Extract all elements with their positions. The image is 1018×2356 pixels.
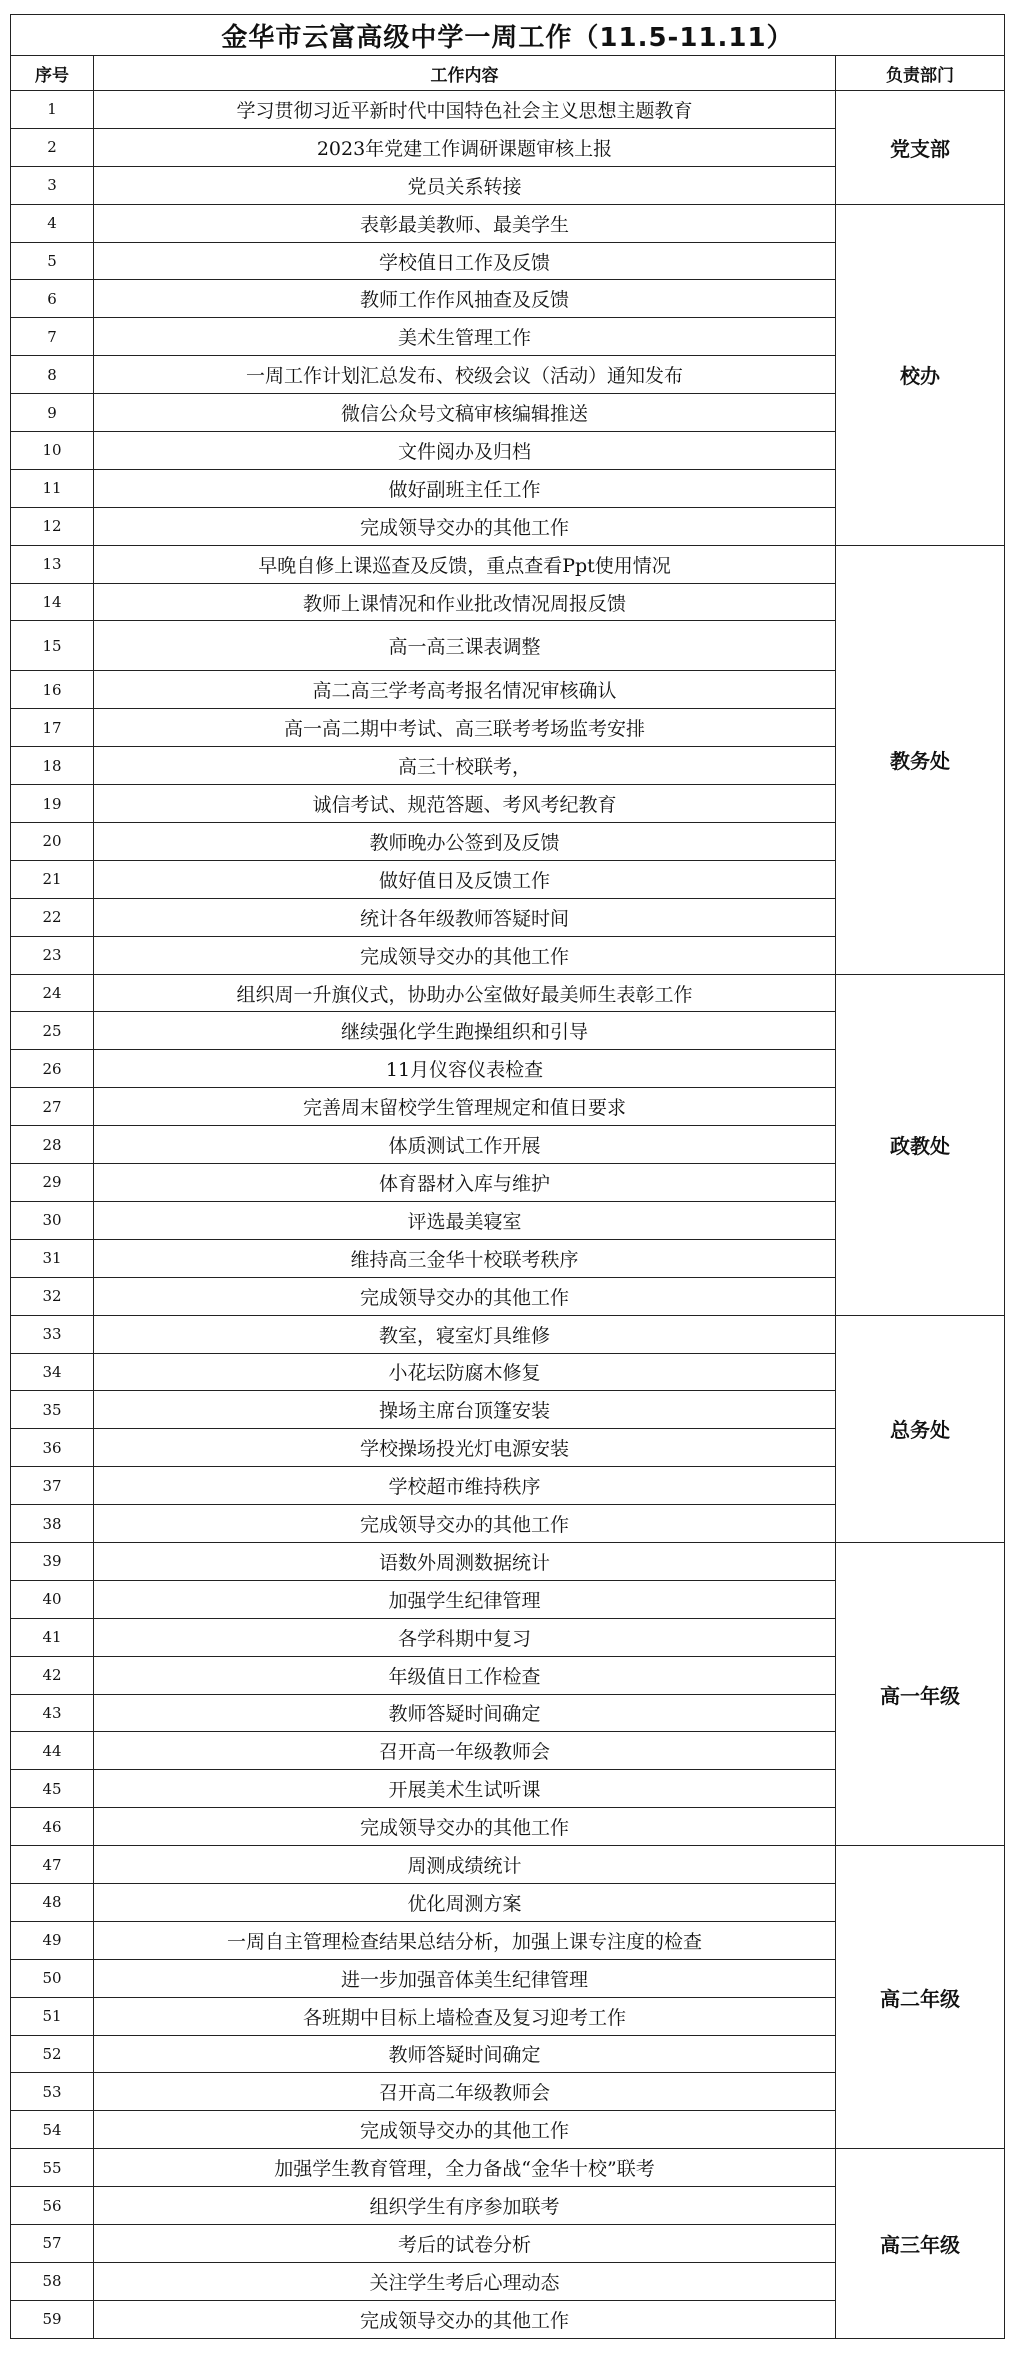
work-content: 11月仪容仪表检查 — [94, 1050, 836, 1088]
work-content: 完善周末留校学生管理规定和值日要求 — [94, 1088, 836, 1126]
row-number: 54 — [11, 2111, 94, 2149]
work-content: 关注学生考后心理动态 — [94, 2262, 836, 2300]
work-content: 完成领导交办的其他工作 — [94, 936, 836, 974]
weekly-work-table — [10, 14, 1005, 2339]
work-content: 教师答疑时间确定 — [94, 2035, 836, 2073]
work-content: 组织学生有序参加联考 — [94, 2187, 836, 2225]
table-row — [11, 1542, 1005, 1580]
responsible-department: 高二年级 — [836, 1846, 1005, 2149]
header-content: 工作内容 — [94, 56, 836, 91]
table-row — [11, 545, 1005, 583]
row-number: 29 — [11, 1164, 94, 1202]
table-row — [11, 1315, 1005, 1353]
row-number: 50 — [11, 1959, 94, 1997]
row-number: 5 — [11, 242, 94, 280]
work-content: 教师工作作风抽查及反馈 — [94, 280, 836, 318]
row-number: 21 — [11, 860, 94, 898]
row-number: 36 — [11, 1429, 94, 1467]
work-content: 召开高一年级教师会 — [94, 1732, 836, 1770]
work-content: 教师答疑时间确定 — [94, 1694, 836, 1732]
row-number: 31 — [11, 1239, 94, 1277]
work-content: 做好值日及反馈工作 — [94, 860, 836, 898]
row-number: 40 — [11, 1580, 94, 1618]
row-number: 12 — [11, 507, 94, 545]
work-content: 加强学生教育管理，全力备战“金华十校”联考 — [94, 2149, 836, 2187]
work-content: 高三十校联考， — [94, 747, 836, 785]
work-content: 召开高二年级教师会 — [94, 2073, 836, 2111]
row-number: 56 — [11, 2187, 94, 2225]
work-content: 操场主席台顶篷安装 — [94, 1391, 836, 1429]
responsible-department: 总务处 — [836, 1315, 1005, 1542]
responsible-department: 校办 — [836, 204, 1005, 545]
row-number: 33 — [11, 1315, 94, 1353]
row-number: 37 — [11, 1467, 94, 1505]
row-number: 23 — [11, 936, 94, 974]
row-number: 44 — [11, 1732, 94, 1770]
work-content: 表彰最美教师、最美学生 — [94, 204, 836, 242]
row-number: 53 — [11, 2073, 94, 2111]
row-number: 34 — [11, 1353, 94, 1391]
table-row — [11, 974, 1005, 1012]
row-number: 13 — [11, 545, 94, 583]
row-number: 57 — [11, 2224, 94, 2262]
row-number: 1 — [11, 91, 94, 129]
work-content: 党员关系转接 — [94, 166, 836, 204]
work-content: 教师晚办公签到及反馈 — [94, 823, 836, 861]
table-row — [11, 91, 1005, 129]
row-number: 2 — [11, 128, 94, 166]
row-number: 19 — [11, 785, 94, 823]
work-content: 继续强化学生跑操组织和引导 — [94, 1012, 836, 1050]
row-number: 3 — [11, 166, 94, 204]
title-row — [11, 15, 1005, 56]
row-number: 45 — [11, 1770, 94, 1808]
work-content: 教师上课情况和作业批改情况周报反馈 — [94, 583, 836, 621]
row-number: 26 — [11, 1050, 94, 1088]
row-number: 42 — [11, 1656, 94, 1694]
work-content: 各班期中目标上墙检查及复习迎考工作 — [94, 1997, 836, 2035]
work-content: 做好副班主任工作 — [94, 469, 836, 507]
work-content: 完成领导交办的其他工作 — [94, 507, 836, 545]
row-number: 22 — [11, 898, 94, 936]
work-content: 学习贯彻习近平新时代中国特色社会主义思想主题教育 — [94, 91, 836, 129]
row-number: 9 — [11, 394, 94, 432]
work-content: 一周自主管理检查结果总结分析，加强上课专注度的检查 — [94, 1921, 836, 1959]
row-number: 52 — [11, 2035, 94, 2073]
row-number: 24 — [11, 974, 94, 1012]
row-number: 49 — [11, 1921, 94, 1959]
row-number: 17 — [11, 709, 94, 747]
page-title: 金华市云富高级中学一周工作（11.5-11.11） — [11, 15, 1005, 56]
work-content: 学校超市维持秩序 — [94, 1467, 836, 1505]
work-content: 年级值日工作检查 — [94, 1656, 836, 1694]
work-content: 开展美术生试听课 — [94, 1770, 836, 1808]
work-content: 2023年党建工作调研课题审核上报 — [94, 128, 836, 166]
work-content: 完成领导交办的其他工作 — [94, 1808, 836, 1846]
work-content: 小花坛防腐木修复 — [94, 1353, 836, 1391]
work-content: 周测成绩统计 — [94, 1846, 836, 1884]
row-number: 11 — [11, 469, 94, 507]
table-row — [11, 204, 1005, 242]
table-row — [11, 2149, 1005, 2187]
work-content: 高二高三学考高考报名情况审核确认 — [94, 671, 836, 709]
work-content: 加强学生纪律管理 — [94, 1580, 836, 1618]
work-content: 维持高三金华十校联考秩序 — [94, 1239, 836, 1277]
row-number: 32 — [11, 1277, 94, 1315]
work-content: 诚信考试、规范答题、考风考纪教育 — [94, 785, 836, 823]
row-number: 20 — [11, 823, 94, 861]
responsible-department: 政教处 — [836, 974, 1005, 1315]
row-number: 46 — [11, 1808, 94, 1846]
work-content: 文件阅办及归档 — [94, 432, 836, 470]
work-content: 学校值日工作及反馈 — [94, 242, 836, 280]
row-number: 6 — [11, 280, 94, 318]
responsible-department: 高三年级 — [836, 2149, 1005, 2338]
header-dept: 负责部门 — [836, 56, 1005, 91]
work-content: 完成领导交办的其他工作 — [94, 2111, 836, 2149]
row-number: 4 — [11, 204, 94, 242]
row-number: 28 — [11, 1126, 94, 1164]
work-content: 早晚自修上课巡查及反馈，重点查看Ppt使用情况 — [94, 545, 836, 583]
row-number: 48 — [11, 1883, 94, 1921]
row-number: 55 — [11, 2149, 94, 2187]
work-content: 高一高二期中考试、高三联考考场监考安排 — [94, 709, 836, 747]
work-content: 美术生管理工作 — [94, 318, 836, 356]
work-content: 评选最美寝室 — [94, 1201, 836, 1239]
work-content: 体质测试工作开展 — [94, 1126, 836, 1164]
row-number: 18 — [11, 747, 94, 785]
row-number: 8 — [11, 356, 94, 394]
work-content: 统计各年级教师答疑时间 — [94, 898, 836, 936]
table-body — [11, 91, 1005, 2339]
row-number: 39 — [11, 1542, 94, 1580]
responsible-department: 党支部 — [836, 91, 1005, 205]
work-content: 一周工作计划汇总发布、校级会议（活动）通知发布 — [94, 356, 836, 394]
work-content: 优化周测方案 — [94, 1883, 836, 1921]
row-number: 10 — [11, 432, 94, 470]
work-content: 微信公众号文稿审核编辑推送 — [94, 394, 836, 432]
row-number: 25 — [11, 1012, 94, 1050]
row-number: 7 — [11, 318, 94, 356]
row-number: 38 — [11, 1505, 94, 1543]
header-seq: 序号 — [11, 56, 94, 91]
work-content: 考后的试卷分析 — [94, 2224, 836, 2262]
row-number: 59 — [11, 2300, 94, 2338]
work-content: 教室，寝室灯具维修 — [94, 1315, 836, 1353]
work-content: 语数外周测数据统计 — [94, 1542, 836, 1580]
responsible-department: 高一年级 — [836, 1542, 1005, 1845]
work-content: 高一高三课表调整 — [94, 621, 836, 671]
work-content: 进一步加强音体美生纪律管理 — [94, 1959, 836, 1997]
work-content: 组织周一升旗仪式，协助办公室做好最美师生表彰工作 — [94, 974, 836, 1012]
row-number: 58 — [11, 2262, 94, 2300]
work-content: 完成领导交办的其他工作 — [94, 1505, 836, 1543]
work-content: 各学科期中复习 — [94, 1618, 836, 1656]
work-content: 体育器材入库与维护 — [94, 1164, 836, 1202]
row-number: 43 — [11, 1694, 94, 1732]
row-number: 30 — [11, 1201, 94, 1239]
table-row — [11, 1846, 1005, 1884]
work-content: 学校操场投光灯电源安装 — [94, 1429, 836, 1467]
row-number: 41 — [11, 1618, 94, 1656]
row-number: 15 — [11, 621, 94, 671]
row-number: 14 — [11, 583, 94, 621]
row-number: 16 — [11, 671, 94, 709]
work-content: 完成领导交办的其他工作 — [94, 2300, 836, 2338]
row-number: 27 — [11, 1088, 94, 1126]
work-content: 完成领导交办的其他工作 — [94, 1277, 836, 1315]
header-row — [11, 56, 1005, 91]
row-number: 35 — [11, 1391, 94, 1429]
responsible-department: 教务处 — [836, 545, 1005, 974]
work-schedule-document — [10, 14, 1004, 2339]
row-number: 47 — [11, 1846, 94, 1884]
row-number: 51 — [11, 1997, 94, 2035]
